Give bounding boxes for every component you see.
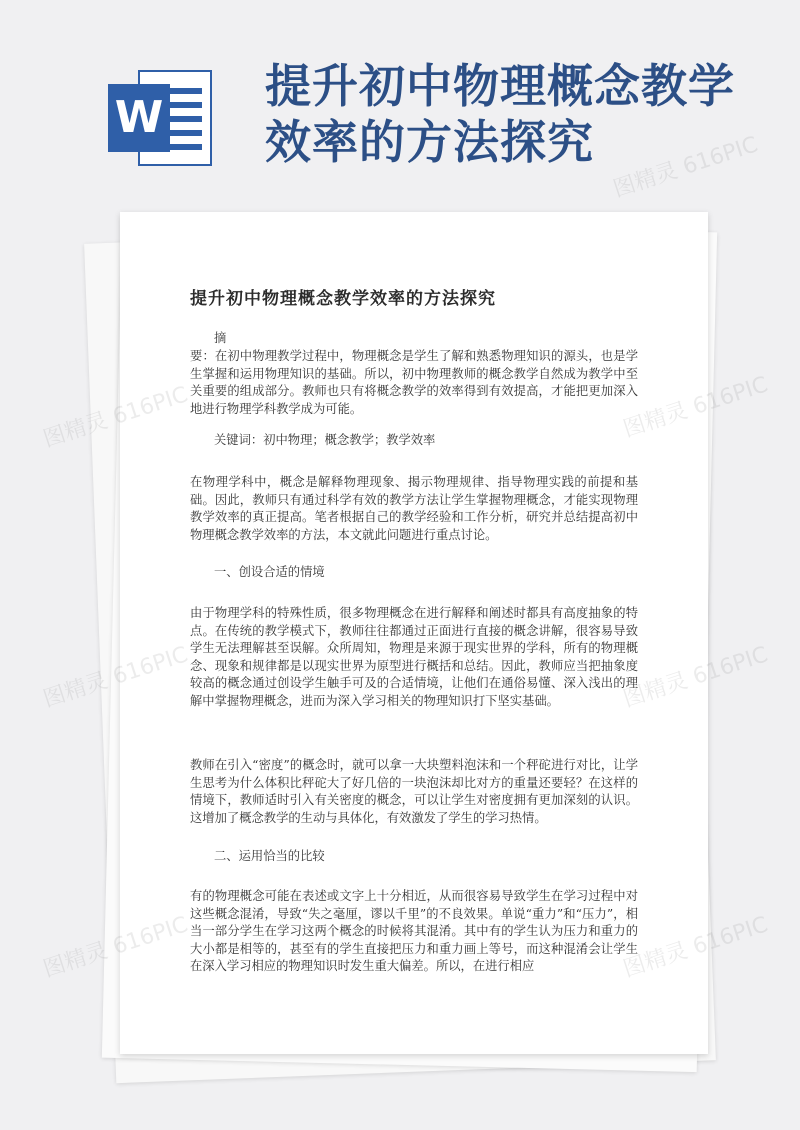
- banner-title-line1: 提升初中物理概念教学: [265, 59, 735, 113]
- watermark: 图精灵 616PIC: [610, 132, 761, 203]
- document-page: [120, 212, 708, 1054]
- banner-title: [265, 58, 785, 170]
- watermark: 图精灵: [40, 938, 111, 983]
- watermark: 616PIC: [689, 372, 771, 420]
- watermark: 图精灵: [40, 408, 111, 453]
- section1-paragraph-1: 由于物理学科的特殊性质，很多物理概念在进行解释和阐述时都具有高度抽象的特点。在传统的教学模式下，教师往往都通过正面进行直接的概念讲解，很容易导致学生无法理解甚至误解。众所周知，物理是来源于现实世界的学科，所有的物理概念、现象和规律都是以现实世界为原型进行概括和总结。因此，教师应当把抽象度较高的概念通过创设学生触手可及的合适情境，让他们在通俗易懂、深入浅出的理解中掌握物理概念，进而为深入学习相关的物理知识打下坚实基础。: [190, 606, 638, 708]
- section2-paragraph-1: 有的物理概念可能在表述或文字上十分相近，从而很容易导致学生在学习过程中对这些概念混淆，导致“失之毫厘，谬以千里”的不良效果。单说“重力”和“压力”，相当一部分学生在学习这两个概念的时候将其混淆。其中有的学生认为压力和重力的大小都是相等的，甚至有的学生直接把压力和重力画上等号，而这种混淆会让学生在深入学习相应的物理知识时发生重大偏差。所以，在进行相应: [190, 889, 638, 973]
- watermark: 616PIC: [689, 642, 771, 690]
- watermark: 616PIC: [689, 912, 771, 960]
- banner-title-line2: 效率的方法探究: [265, 115, 594, 169]
- word-letter: W: [108, 84, 170, 152]
- section-heading-1: 一、创设合适的情境: [214, 565, 325, 579]
- section1-paragraph-2: 教师在引入“密度”的概念时，就可以拿一大块塑料泡沫和一个秤砣进行对比，让学生思考为什么体积比秤砣大了好几倍的一块泡沫却比对方的重量还要轻？在这样的情境下，教师适时引入有关密度的概念，可以让学生对密度拥有更加深刻的认识。这增加了概念教学的生动与具体化，有效激发了学生的学习热情。: [190, 758, 638, 825]
- section-heading-2: 二、运用恰当的比较: [214, 849, 325, 863]
- abstract-label: 摘: [214, 331, 227, 345]
- word-document-icon: [108, 70, 212, 166]
- keywords-line: 关键词：初中物理；概念教学；教学效率: [214, 433, 436, 447]
- document-title: 提升初中物理概念教学效率的方法探究: [190, 289, 496, 309]
- abstract-paragraph: 要：在初中物理教学过程中，物理概念是学生了解和熟悉物理知识的源头，也是学生掌握和运用物理知识的基础。所以，初中物理教师的概念教学自然成为教学中至关重要的组成部分。教师也只有将概念教学的效率得到有效提高，才能把更加深入地进行物理学科教学成为可能。: [190, 349, 638, 416]
- intro-paragraph: 在物理学科中，概念是解释物理现象、揭示物理规律、指导物理实践的前提和基础。因此，教师只有通过科学有效的教学方法让学生掌握物理概念，才能实现物理教学效率的真正提高。笔者根据自己的教学经验和工作分析，研究并总结提高初中物理概念教学效率的方法，本文就此问题进行重点讨论。: [190, 475, 638, 542]
- header-banner: [0, 0, 800, 210]
- watermark: 图精灵: [40, 668, 111, 713]
